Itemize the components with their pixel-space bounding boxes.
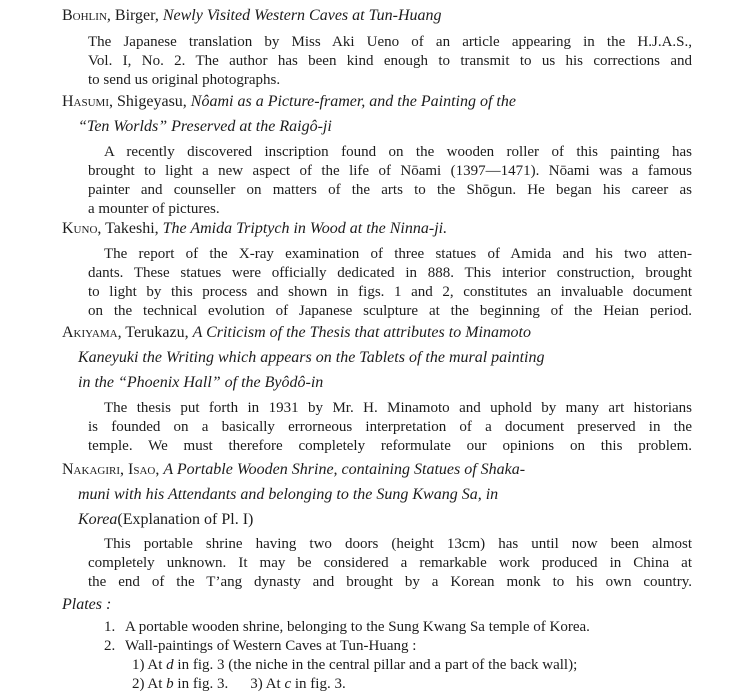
abstract-line: The Japanese translation by Miss Aki Ueno of an article appearing in the H.J.A.S., [88,34,692,50]
plates-heading: Plates : [62,596,112,613]
subitem-text: in fig. 3. [173,676,229,692]
subitem-text: 2) At [132,676,167,692]
abstract-line: The thesis put forth in 1931 by Mr. H. Minamoto and uphold by many art historians [104,400,692,416]
abstract-line: brought to light a new aspect of the life of Nōami (1397—1471). Nōami was a famous [88,163,692,179]
article-title: A Portable Wooden Shrine, containing Statues of Shaka- [163,461,526,478]
author-surname: Akiyama [62,324,118,341]
entry-heading: Akiyama, Terukazu, A Criticism of the Thesis that attributes to Minamoto [62,324,531,341]
subitem-letter: c [284,676,292,692]
article-title-cont: in the “Phoenix Hall” of the Byôdô-in [78,374,324,391]
title-suffix: (Explanation of Pl. I) [117,511,254,528]
article-title-cont: Kaneyuki the Writing which appears on the Tablets of the mural painting [78,349,545,366]
author-given: Takeshi [105,220,155,237]
author-surname: Hasumi [62,93,110,110]
plate-text: Wall-paintings of Western Caves at Tun-Huang : [125,638,417,654]
author-surname: Kuno [62,220,98,237]
plate-item [104,637,416,656]
subitem-letter: d [166,657,174,673]
plate-text: A portable wooden shrine, belonging to the Sung Kwang Sa temple of Korea. [125,619,590,635]
plate-number: 1. [104,619,116,635]
abstract-line: Vol. I, No. 2. The author has been kind enough to transmit to us his corrections and [88,53,692,69]
article-title: The Amida Triptych in Wood at the Ninna-ji. [162,220,448,237]
abstract-line: This portable shrine having two doors (height 13cm) has until now been almost [104,536,692,552]
author-given: Birger [114,7,155,24]
abstract-line: to send us original photographs. [88,72,281,88]
abstract-line: dants. These statues were officially dedicated in 888. This interior construction, brought [88,265,692,281]
subitem-letter: b [166,676,174,692]
entry-heading: Bohlin, Birger, Newly Visited Western Caves at Tun-Huang [62,7,442,24]
author-surname: Nakagiri [62,461,120,478]
article-title: A Criticism of the Thesis that attributes to Minamoto [192,324,531,341]
abstract-line: the end of the T’ang dynasty and brought by a Korean monk to his own country. [88,574,692,590]
author-given: Isao [128,461,156,478]
article-title: Nôami as a Picture-framer, and the Painting of the [190,93,516,110]
author-surname: Bohlin [62,7,107,24]
abstract-line: The report of the X-ray examination of three statues of Amida and his two atten- [104,246,692,262]
subitem-text: 1) At [132,657,167,673]
entry-heading: Kuno, Takeshi, The Amida Triptych in Wood at the Ninna-ji. [62,220,448,237]
article-title-cont: “Ten Worlds” Preserved at the Raigô-ji [78,118,332,135]
abstract-line: completely unknown. It may be considered a remarkable work produced in China at [88,555,692,571]
article-title: Newly Visited Western Caves at Tun-Huang [162,7,442,24]
plate-item [104,618,590,637]
entry-heading: Hasumi, Shigeyasu, Nôami as a Picture-framer, and the Painting of the [62,93,516,110]
plate-subitem [132,656,577,675]
article-title-cont [78,510,253,530]
article-title-cont: muni with his Attendants and belonging to the Sung Kwang Sa, in [78,486,499,503]
abstract-line: to light by this process and shown in figs. 1 and 2, constitutes an invaluable document [88,284,692,300]
plate-subitem [132,675,346,694]
subitem-text: in fig. 3 (the niche in the central pillar and a part of the back wall); [173,657,578,673]
plate-number: 2. [104,638,116,654]
author-given: Shigeyasu [117,93,183,110]
abstract-line: is founded on a basically errorneous interpretation of a document preserved in the [88,419,692,435]
subitem-text: in fig. 3. [291,676,346,692]
abstract-line: on the technical evolution of Japanese sculpture at the beginning of the Heian period. [88,303,692,319]
abstract-line: a mounter of pictures. [88,201,220,217]
abstract-line: A recently discovered inscription found on the wooden roller of this painting has [104,144,692,160]
title-end: Korea [78,511,118,528]
abstract-line: temple. We must therefore completely reformulate our opinions on this problem. [88,438,692,454]
abstract-line: painter and counseller on matters of the arts to the Shōgun. He began his career as [88,182,692,198]
entry-heading: Nakagiri, Isao, A Portable Wooden Shrine, containing Statues of Shaka- [62,461,526,478]
subitem-text: 3) At [250,676,285,692]
author-given: Terukazu [125,324,185,341]
